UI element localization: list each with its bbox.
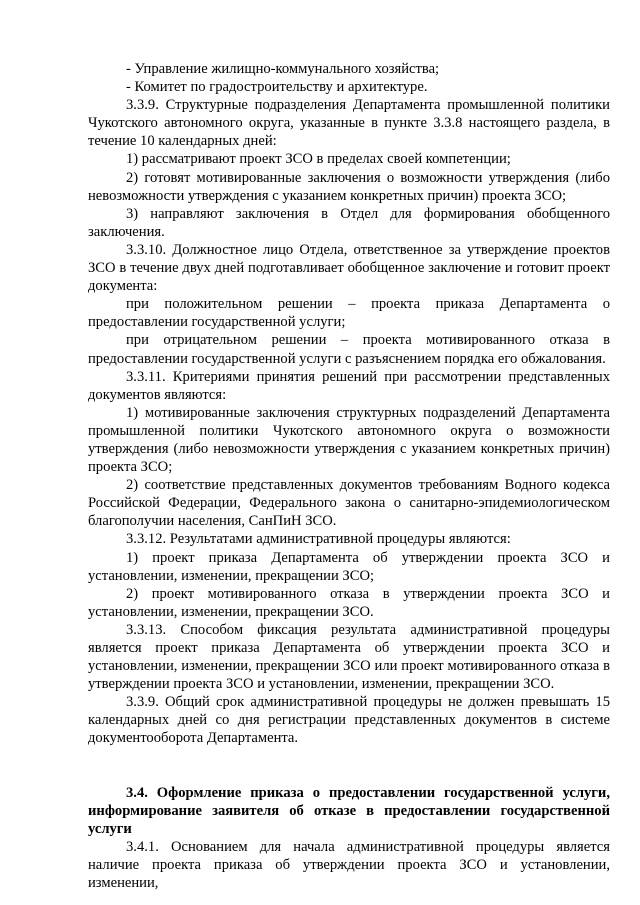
paragraph-result-2: 2) проект мотивированного отказа в утверждении проекта ЗСО и установлении, изменении, прекращении ЗСО. bbox=[88, 585, 610, 620]
section-gap bbox=[88, 748, 610, 784]
paragraph-dash-committee: - Комитет по градостроительству и архитектуре. bbox=[126, 79, 428, 96]
paragraph-3-3-13: 3.3.13. Способом фиксация результата административной процедуры является проект приказа Департамента об утверждении проекта ЗСО и установлении, изменении, прекращении ЗСО или проект мотивированного отказа в утверждении проекта ЗСО и установлении, изменении, прекращении ЗСО. bbox=[88, 621, 610, 693]
paragraph-3-3-11: 3.3.11. Критериями принятия решений при рассмотрении представленных документов являются: bbox=[88, 368, 610, 403]
document-page bbox=[88, 60, 610, 892]
paragraph-3-3-9: 3.3.9. Структурные подразделения Департамента промышленной политики Чукотского автономного округа, указанные в пункте 3.3.8 настоящего раздела, в течение 10 календарных дней: bbox=[88, 97, 610, 150]
paragraph-item-1: 1) рассматривают проект ЗСО в пределах своей компетенции; bbox=[126, 151, 511, 168]
paragraph-dash-housing: - Управление жилищно-коммунального хозяйства; bbox=[126, 61, 440, 77]
paragraph-criteria-1: 1) мотивированные заключения структурных подразделений Департамента промышленной политики Чукотского автономного округа о возможности утверждения (либо невозможности утверждения с указанием конкретных причин) проекта ЗСО; bbox=[88, 404, 610, 476]
paragraph-item-2: 2) готовят мотивированные заключения о возможности утверждения (либо невозможности утверждения с указанием конкретных причин) проекта ЗСО; bbox=[88, 169, 610, 204]
paragraph-negative-decision: при отрицательном решении – проекта мотивированного отказа в предоставлении государственной услуги с разъяснением порядка его обжалования. bbox=[88, 332, 610, 367]
paragraph-positive-decision: при положительном решении – проекта приказа Департамента о предоставлении государственной услуги; bbox=[88, 296, 610, 331]
paragraph-item-3: 3) направляют заключения в Отдел для формирования обобщенного заключения. bbox=[88, 205, 610, 240]
section-heading-3-4: 3.4. Оформление приказа о предоставлении государственной услуги, информирование заявителя об отказе в предоставлении государственной услуги bbox=[88, 784, 610, 837]
paragraph-3-4-1: 3.4.1. Основанием для начала административной процедуры является наличие проекта приказа об утверждении проекта ЗСО и установлении, изменении, bbox=[88, 838, 610, 892]
paragraph-3-3-10: 3.3.10. Должностное лицо Отдела, ответственное за утверждение проектов ЗСО в течение двух дней подготавливает обобщенное заключение и готовит проект документа: bbox=[88, 241, 610, 295]
paragraph-3-3-12: 3.3.12. Результатами административной процедуры являются: bbox=[126, 531, 511, 548]
paragraph-criteria-2: 2) соответствие представленных документов требованиям Водного кодекса Российской Федерации, Федерального закона о санитарно-эпидемиологическом благополучии населения, СанПиН ЗСО. bbox=[88, 477, 610, 530]
paragraph-3-3-9-term: 3.3.9. Общий срок административной процедуры не должен превышать 15 календарных дней со дня регистрации представленных документов в системе документооборота Департамента. bbox=[88, 694, 610, 747]
paragraph-result-1: 1) проект приказа Департамента об утверждении проекта ЗСО и установлении, изменении, прекращении ЗСО; bbox=[88, 549, 610, 584]
